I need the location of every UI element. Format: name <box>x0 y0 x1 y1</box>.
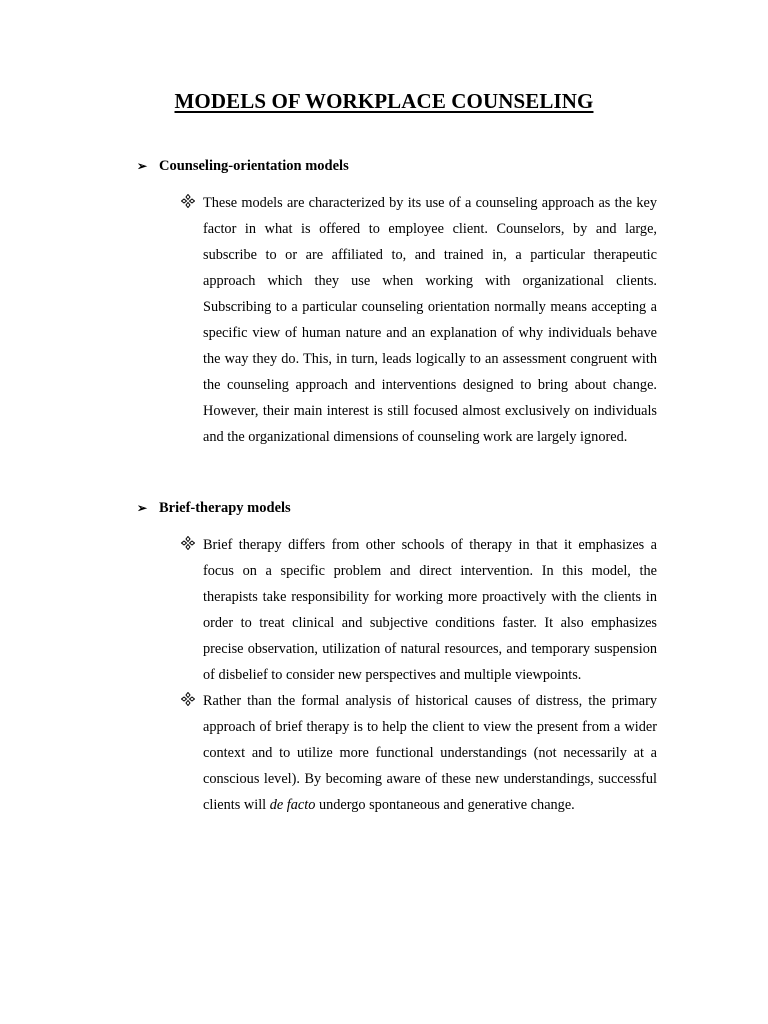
bullet-text-part: Rather than the formal analysis of historical causes of distress, the primary approach of brief therapy is to help the client to view the present from a wider context and to utilize more functional understandings (not necessarily at a conscious level). By becoming aware of these new understandings, successful clients will <box>203 693 657 813</box>
section-heading <box>137 155 657 177</box>
four-diamond-icon <box>181 536 195 550</box>
list-item <box>181 688 657 818</box>
document-title: MODELS OF WORKPLACE COUNSELING <box>174 89 594 113</box>
section-heading <box>137 497 657 519</box>
list-item <box>181 532 657 688</box>
list-item <box>181 190 657 450</box>
bullet-text-italic: de facto <box>269 797 316 813</box>
bullet-list <box>137 190 657 450</box>
arrowhead-icon: ➢ <box>137 159 148 173</box>
bullet-text-part: undergo spontaneous and generative change. <box>315 797 575 813</box>
bullet-text <box>203 693 657 813</box>
section-counseling-orientation <box>137 155 657 450</box>
bullet-text: Brief therapy differs from other schools of therapy in that it emphasizes a focus on a specific problem and direct intervention. In this model, the therapists take responsibility for working more proactively with the clients in order to treat clinical and subjective conditions faster. It also emphasizes precise observation, utilization of natural resources, and temporary suspension of disbelief to consider new perspectives and multiple viewpoints. <box>203 537 657 683</box>
bullet-list <box>137 532 657 818</box>
four-diamond-icon <box>181 692 195 706</box>
bullet-text: These models are characterized by its use of a counseling approach as the key factor in what is offered to employee client. Counselors, by and large, subscribe to or are affiliated to, and trained in, a particular therapeutic approach which they use when working with organizational clients. Subscribing to a particular counseling orientation normally means accepting a specific view of human nature and an explanation of why individuals behave the way they do. This, in turn, leads logically to an assessment congruent with the counseling approach and interventions designed to bring about change. However, their main interest is still focused almost exclusively on individuals and the organizational dimensions of counseling work are largely ignored. <box>203 195 657 445</box>
section-brief-therapy <box>137 497 657 818</box>
arrowhead-icon: ➢ <box>137 501 148 515</box>
section-heading-label: Brief-therapy models <box>159 499 291 516</box>
section-heading-label: Counseling-orientation models <box>159 157 349 174</box>
four-diamond-icon <box>181 194 195 208</box>
